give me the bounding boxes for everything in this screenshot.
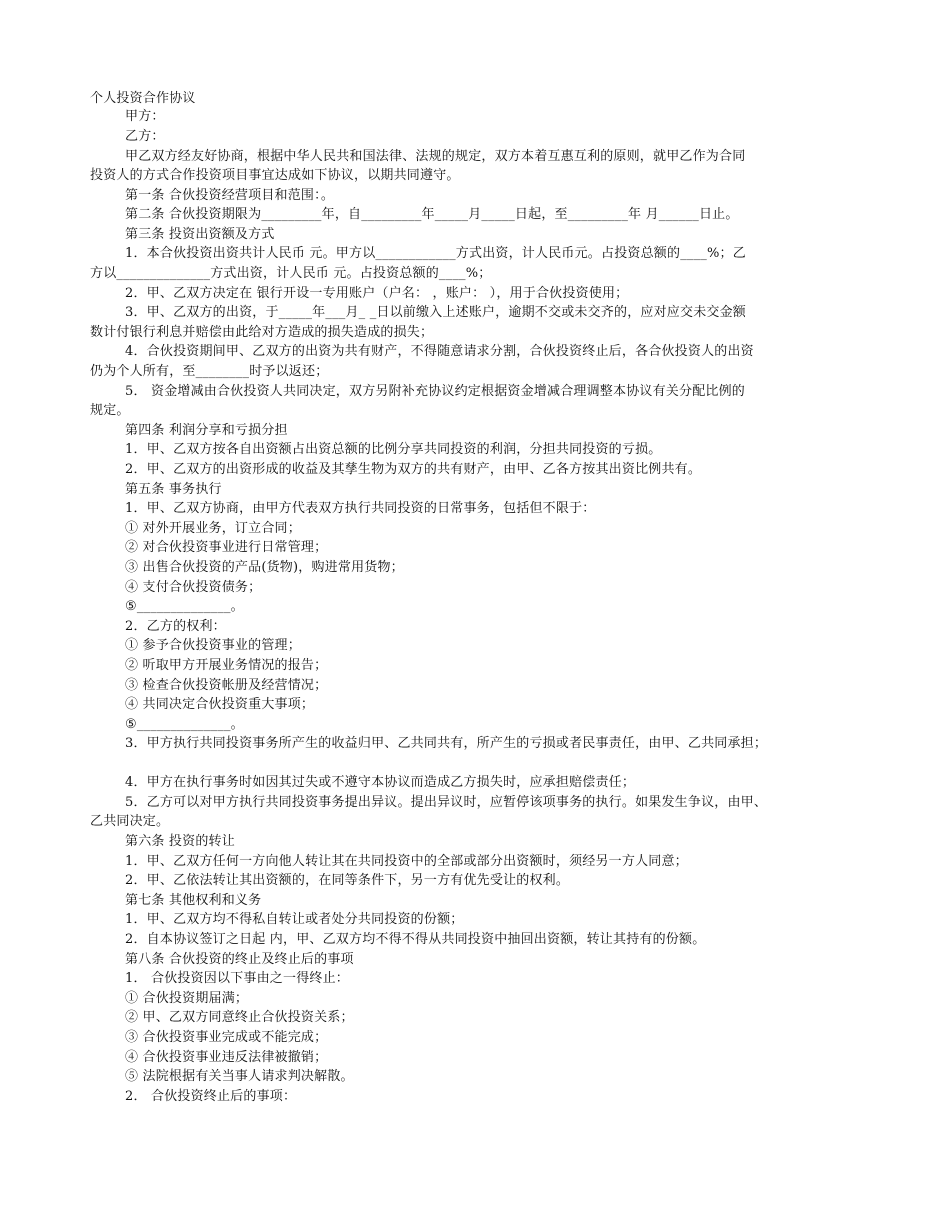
list-item: ④ 共同决定合伙投资重大事项； bbox=[125, 697, 315, 712]
list-item: ⑤______________。 bbox=[125, 717, 244, 732]
clause-line: 2．甲、乙双方决定在 银行开设一专用账户（户名： ，账户： ），用于合伙投资使用； bbox=[125, 286, 629, 301]
clause-line: 1．甲、乙双方协商，由甲方代表双方执行共同投资的日常事务，包括但不限于： bbox=[125, 501, 596, 516]
clause-line: 1．本合伙投资出资共计人民币 元。甲方以____________方式出资，计人民币元。占投资总额的____%；乙 bbox=[125, 246, 746, 261]
clause-line: 3．甲方执行共同投资事务所产生的收益归甲、乙共同共有，所产生的亏损或者民事责任，由甲、乙共同承担； bbox=[125, 736, 768, 751]
clause-line: 1． 合伙投资因以下事由之一得终止： bbox=[125, 971, 350, 986]
document-title: 个人投资合作协议 bbox=[90, 91, 196, 106]
list-item: ③ 出售合伙投资的产品(货物)，购进常用货物； bbox=[125, 560, 404, 575]
article-heading: 第六条 投资的转让 bbox=[125, 834, 235, 849]
article-heading: 第四条 利润分享和亏损分担 bbox=[125, 423, 288, 438]
list-item: ④ 支付合伙投资债务； bbox=[125, 580, 262, 595]
clause-line: 1．甲、乙双方均不得私自转让或者处分共同投资的份额； bbox=[125, 912, 464, 927]
clause-line: 4．合伙投资期间甲、乙双方的出资为共有财产，不得随意请求分割，合伙投资终止后，各合伙投资人的出资 bbox=[125, 344, 754, 359]
clause-line: 2．甲、乙双方的出资形成的收益及其孳生物为双方的共有财产，由甲、乙各方按其出资比例共有。 bbox=[125, 462, 702, 477]
clause-line: 乙共同决定。 bbox=[90, 814, 170, 829]
list-item: ① 合伙投资期届满； bbox=[125, 991, 249, 1006]
clause-line: 3．甲、乙双方的出资，于_____年___月_ _日以前缴入上述账户，逾期不交或未交齐的，应对应交未交金额 bbox=[125, 305, 747, 320]
clause-line: 方以______________方式出资，计人民币 元。占投资总额的____%； bbox=[90, 266, 492, 281]
list-item: ② 听取甲方开展业务情况的报告； bbox=[125, 658, 328, 673]
clause-line: 2． 合伙投资终止后的事项： bbox=[125, 1089, 297, 1104]
clause-line: 数计付银行利息并赔偿由此给对方造成的损失造成的损失； bbox=[90, 325, 434, 340]
clause-line: 2．甲、乙依法转让其出资额的，在同等条件下，另一方有优先受让的权利。 bbox=[125, 873, 570, 888]
article-heading: 第一条 合伙投资经营项目和范围：。 bbox=[125, 188, 335, 203]
line-party-a: 甲方： bbox=[125, 109, 165, 124]
article-heading: 第八条 合伙投资的终止及终止后的事项 bbox=[125, 952, 354, 967]
article-heading: 第五条 事务执行 bbox=[125, 482, 222, 497]
article-heading: 第二条 合伙投资期限为_________年，自_________年_____月_____日起，至_________年 月______日止。 bbox=[125, 207, 739, 222]
clause-line: 4．甲方在执行事务时如因其过失或不遵守本协议而造成乙方损失时，应承担赔偿责任； bbox=[125, 775, 636, 790]
article-heading: 第三条 投资出资额及方式 bbox=[125, 227, 275, 242]
list-item: ① 对外开展业务，订立合同； bbox=[125, 521, 301, 536]
list-item: ② 甲、乙双方同意终止合伙投资关系； bbox=[125, 1010, 354, 1025]
clause-line: 5．乙方可以对甲方执行共同投资事务提出异议。提出异议时，应暂停该项事务的执行。如果发生争议，由甲、 bbox=[125, 795, 768, 810]
list-item: ⑤______________。 bbox=[125, 599, 244, 614]
list-item: ③ 合伙投资事业完成或不能完成； bbox=[125, 1030, 328, 1045]
clause-line: 2．乙方的权利： bbox=[125, 619, 226, 634]
clause-line: 1．甲、乙双方按各自出资额占出资总额的比例分享共同投资的利润，分担共同投资的亏损。 bbox=[125, 442, 662, 457]
paragraph-line: 甲乙双方经友好协商，根据中华人民共和国法律、法规的规定，双方本着互惠互利的原则，就甲乙作为合同 bbox=[125, 149, 746, 164]
clause-line: 5． 资金增减由合伙投资人共同决定，双方另附补充协议约定根据资金增减合理调整本协议有关分配比例的 bbox=[125, 384, 746, 399]
clause-line: 1．甲、乙双方任何一方向他人转让其在共同投资中的全部或部分出资额时，须经另一方人同意； bbox=[125, 854, 688, 869]
article-heading: 第七条 其他权利和义务 bbox=[125, 893, 262, 908]
list-item: ⑤ 法院根据有关当事人请求判决解散。 bbox=[125, 1069, 354, 1084]
list-item: ② 对合伙投资事业进行日常管理； bbox=[125, 540, 328, 555]
list-item: ① 参予合伙投资事业的管理； bbox=[125, 638, 301, 653]
clause-line: 仍为个人所有，至________时予以返还； bbox=[90, 364, 329, 379]
clause-line: 规定。 bbox=[90, 403, 130, 418]
clause-line: 2．自本协议签订之日起 内，甲、乙双方均不得不得从共同投资中抽回出资额，转让其持有的份额。 bbox=[125, 932, 706, 947]
paragraph-line: 投资人的方式合作投资项目事宜达成如下协议，以期共同遵守。 bbox=[90, 168, 460, 183]
line-party-b: 乙方： bbox=[125, 129, 165, 144]
list-item: ④ 合伙投资事业违反法律被撤销； bbox=[125, 1050, 328, 1065]
list-item: ③ 检查合伙投资帐册及经营情况； bbox=[125, 678, 328, 693]
